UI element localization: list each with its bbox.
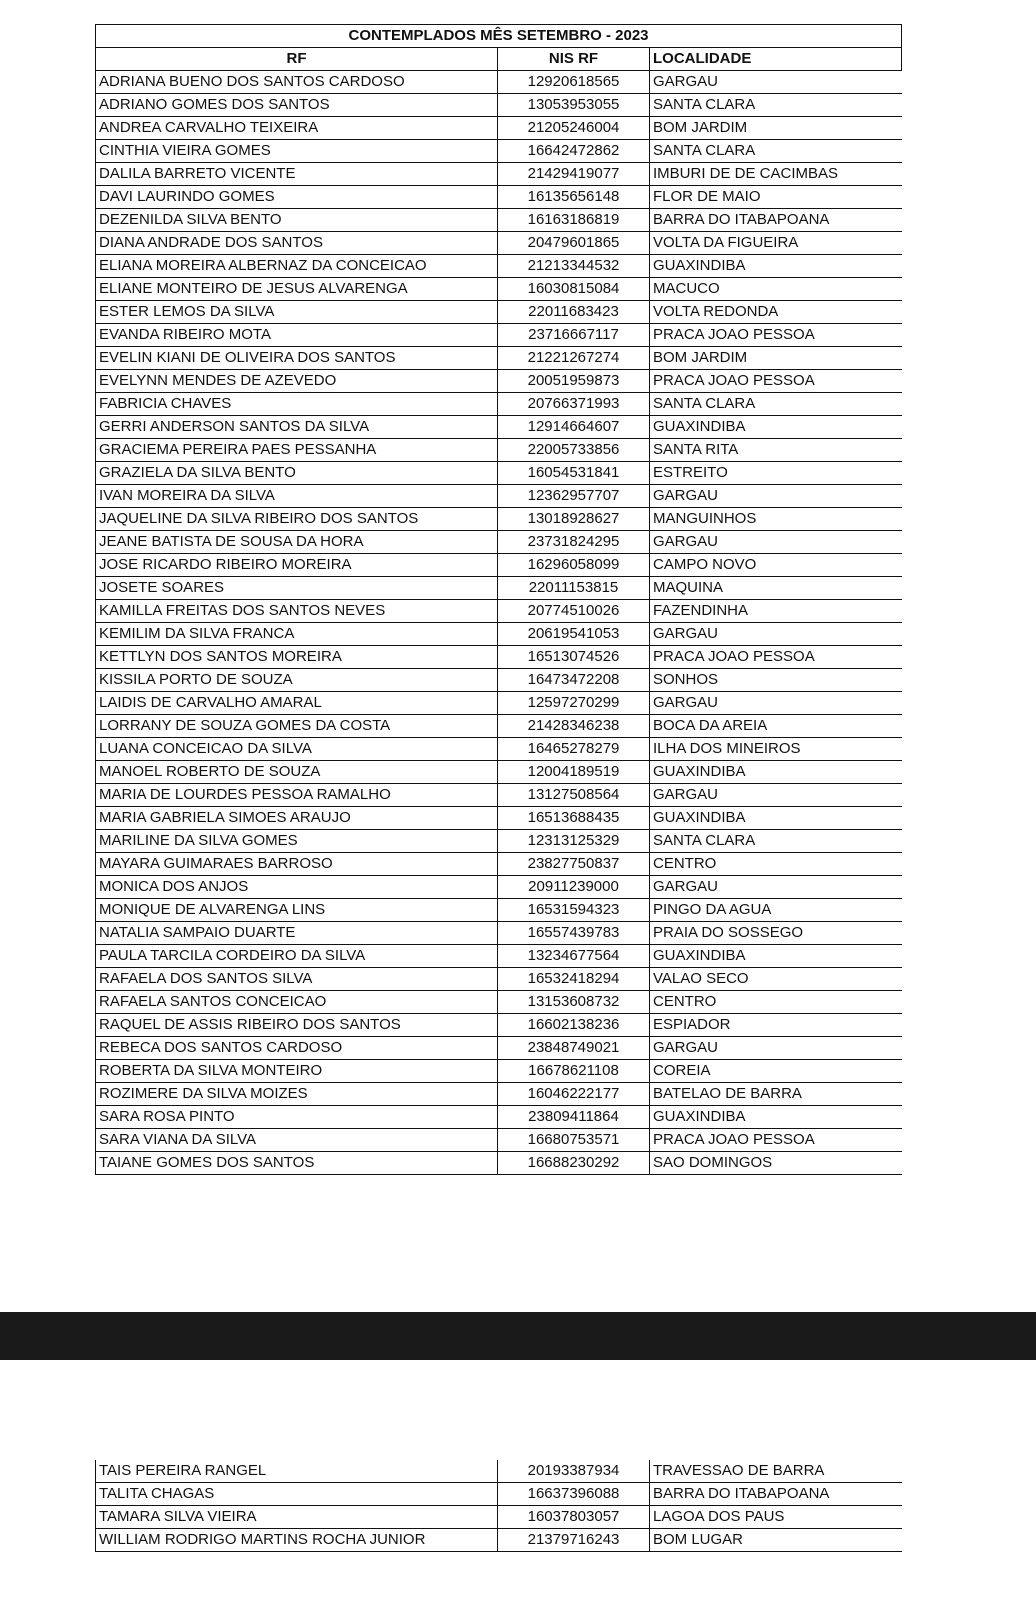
table-row <box>96 370 902 393</box>
cell-locality: GUAXINDIBA <box>650 416 902 439</box>
cell-nis: 16473472208 <box>498 669 650 692</box>
cell-locality: GUAXINDIBA <box>650 255 902 278</box>
cell-locality: COREIA <box>650 1060 902 1083</box>
cell-nis: 23731824295 <box>498 531 650 554</box>
cell-name: ANDREA CARVALHO TEIXEIRA <box>96 117 498 140</box>
table-row <box>96 715 902 738</box>
table-row <box>96 462 902 485</box>
continued-table-body <box>96 1460 902 1552</box>
cell-name: RAQUEL DE ASSIS RIBEIRO DOS SANTOS <box>96 1014 498 1037</box>
table-row <box>96 1014 902 1037</box>
table-row <box>96 1129 902 1152</box>
cell-name: DALILA BARRETO VICENTE <box>96 163 498 186</box>
cell-locality: PRACA JOAO PESSOA <box>650 1129 902 1152</box>
cell-locality: VALAO SECO <box>650 968 902 991</box>
cell-locality: VOLTA DA FIGUEIRA <box>650 232 902 255</box>
cell-nis: 16135656148 <box>498 186 650 209</box>
cell-name: ADRIANA BUENO DOS SANTOS CARDOSO <box>96 71 498 94</box>
cell-locality: GARGAU <box>650 623 902 646</box>
table-row <box>96 1106 902 1129</box>
cell-nis: 21205246004 <box>498 117 650 140</box>
cell-locality: CAMPO NOVO <box>650 554 902 577</box>
cell-nis: 20479601865 <box>498 232 650 255</box>
table-row <box>96 784 902 807</box>
cell-locality: TRAVESSAO DE BARRA <box>650 1460 902 1483</box>
cell-locality: PRACA JOAO PESSOA <box>650 646 902 669</box>
cell-name: JOSE RICARDO RIBEIRO MOREIRA <box>96 554 498 577</box>
cell-name: LORRANY DE SOUZA GOMES DA COSTA <box>96 715 498 738</box>
cell-nis: 23848749021 <box>498 1037 650 1060</box>
cell-name: DAVI LAURINDO GOMES <box>96 186 498 209</box>
cell-name: EVELIN KIANI DE OLIVEIRA DOS SANTOS <box>96 347 498 370</box>
table-row <box>96 1460 902 1483</box>
cell-name: ROZIMERE DA SILVA MOIZES <box>96 1083 498 1106</box>
cell-locality: BATELAO DE BARRA <box>650 1083 902 1106</box>
page-separator <box>0 1312 1036 1360</box>
cell-nis: 21428346238 <box>498 715 650 738</box>
cell-nis: 12914664607 <box>498 416 650 439</box>
cell-nis: 22005733856 <box>498 439 650 462</box>
cell-locality: BOCA DA AREIA <box>650 715 902 738</box>
cell-name: TALITA CHAGAS <box>96 1483 498 1506</box>
cell-name: TAIS PEREIRA RANGEL <box>96 1460 498 1483</box>
cell-nis: 22011153815 <box>498 577 650 600</box>
table-row <box>96 922 902 945</box>
cell-locality: CENTRO <box>650 853 902 876</box>
table-title-row <box>96 25 902 48</box>
table-row <box>96 255 902 278</box>
cell-nis: 20774510026 <box>498 600 650 623</box>
cell-nis: 16680753571 <box>498 1129 650 1152</box>
cell-name: DEZENILDA SILVA BENTO <box>96 209 498 232</box>
table-row <box>96 876 902 899</box>
cell-name: LUANA CONCEICAO DA SILVA <box>96 738 498 761</box>
cell-name: CINTHIA VIEIRA GOMES <box>96 140 498 163</box>
table-row <box>96 853 902 876</box>
table-row <box>96 646 902 669</box>
cell-locality: IMBURI DE DE CACIMBAS <box>650 163 902 186</box>
table-row <box>96 439 902 462</box>
table-row <box>96 669 902 692</box>
table-row <box>96 991 902 1014</box>
table-row <box>96 1152 902 1175</box>
cell-locality: PINGO DA AGUA <box>650 899 902 922</box>
cell-name: EVANDA RIBEIRO MOTA <box>96 324 498 347</box>
cell-name: DIANA ANDRADE DOS SANTOS <box>96 232 498 255</box>
table-row <box>96 807 902 830</box>
cell-nis: 16688230292 <box>498 1152 650 1175</box>
table-row <box>96 899 902 922</box>
cell-name: ADRIANO GOMES DOS SANTOS <box>96 94 498 117</box>
cell-locality: SANTA RITA <box>650 439 902 462</box>
cell-nis: 12313125329 <box>498 830 650 853</box>
cell-locality: GARGAU <box>650 531 902 554</box>
cell-locality: GUAXINDIBA <box>650 1106 902 1129</box>
cell-name: RAFAELA DOS SANTOS SILVA <box>96 968 498 991</box>
cell-nis: 16054531841 <box>498 462 650 485</box>
cell-nis: 13234677564 <box>498 945 650 968</box>
cell-locality: FLOR DE MAIO <box>650 186 902 209</box>
cell-nis: 13053953055 <box>498 94 650 117</box>
cell-locality: CENTRO <box>650 991 902 1014</box>
table-row <box>96 347 902 370</box>
cell-nis: 16030815084 <box>498 278 650 301</box>
cell-name: NATALIA SAMPAIO DUARTE <box>96 922 498 945</box>
cell-locality: GUAXINDIBA <box>650 807 902 830</box>
cell-name: PAULA TARCILA CORDEIRO DA SILVA <box>96 945 498 968</box>
cell-name: GRACIEMA PEREIRA PAES PESSANHA <box>96 439 498 462</box>
cell-locality: GUAXINDIBA <box>650 945 902 968</box>
cell-name: TAMARA SILVA VIEIRA <box>96 1506 498 1529</box>
cell-locality: BOM JARDIM <box>650 347 902 370</box>
cell-locality: GUAXINDIBA <box>650 761 902 784</box>
table-row <box>96 623 902 646</box>
cell-nis: 16465278279 <box>498 738 650 761</box>
cell-name: FABRICIA CHAVES <box>96 393 498 416</box>
cell-locality: VOLTA REDONDA <box>650 301 902 324</box>
cell-locality: PRACA JOAO PESSOA <box>650 324 902 347</box>
cell-nis: 16037803057 <box>498 1506 650 1529</box>
cell-locality: BARRA DO ITABAPOANA <box>650 1483 902 1506</box>
cell-name: MARIA GABRIELA SIMOES ARAUJO <box>96 807 498 830</box>
cell-locality: GARGAU <box>650 692 902 715</box>
table-row <box>96 232 902 255</box>
cell-locality: MAQUINA <box>650 577 902 600</box>
cell-name: KEMILIM DA SILVA FRANCA <box>96 623 498 646</box>
cell-locality: BARRA DO ITABAPOANA <box>650 209 902 232</box>
cell-locality: SANTA CLARA <box>650 830 902 853</box>
cell-name: KETTLYN DOS SANTOS MOREIRA <box>96 646 498 669</box>
cell-locality: GARGAU <box>650 784 902 807</box>
cell-nis: 16557439783 <box>498 922 650 945</box>
cell-name: ELIANA MOREIRA ALBERNAZ DA CONCEICAO <box>96 255 498 278</box>
cell-locality: ESPIADOR <box>650 1014 902 1037</box>
table-row <box>96 71 902 94</box>
cell-nis: 23827750837 <box>498 853 650 876</box>
table-row <box>96 945 902 968</box>
cell-name: GERRI ANDERSON SANTOS DA SILVA <box>96 416 498 439</box>
table-row <box>96 1529 902 1552</box>
table-row <box>96 692 902 715</box>
cell-nis: 21429419077 <box>498 163 650 186</box>
continued-beneficiaries-table <box>95 1460 902 1552</box>
cell-nis: 12362957707 <box>498 485 650 508</box>
cell-name: ELIANE MONTEIRO DE JESUS ALVARENGA <box>96 278 498 301</box>
table-row <box>96 1037 902 1060</box>
cell-name: MARILINE DA SILVA GOMES <box>96 830 498 853</box>
table-row <box>96 1483 902 1506</box>
table-row <box>96 416 902 439</box>
cell-nis: 16642472862 <box>498 140 650 163</box>
cell-locality: MACUCO <box>650 278 902 301</box>
cell-nis: 16532418294 <box>498 968 650 991</box>
cell-name: ROBERTA DA SILVA MONTEIRO <box>96 1060 498 1083</box>
cell-nis: 16602138236 <box>498 1014 650 1037</box>
cell-locality: FAZENDINHA <box>650 600 902 623</box>
cell-nis: 20051959873 <box>498 370 650 393</box>
table-row <box>96 738 902 761</box>
table-row <box>96 830 902 853</box>
cell-nis: 20911239000 <box>498 876 650 899</box>
cell-locality: SONHOS <box>650 669 902 692</box>
table-title: CONTEMPLADOS MÊS SETEMBRO - 2023 <box>96 25 902 48</box>
cell-locality: GARGAU <box>650 71 902 94</box>
column-header-rf: RF <box>96 48 498 71</box>
cell-name: JEANE BATISTA DE SOUSA DA HORA <box>96 531 498 554</box>
cell-nis: 12597270299 <box>498 692 650 715</box>
cell-nis: 16296058099 <box>498 554 650 577</box>
cell-nis: 13127508564 <box>498 784 650 807</box>
column-header-locality: LOCALIDADE <box>650 48 902 71</box>
cell-name: JAQUELINE DA SILVA RIBEIRO DOS SANTOS <box>96 508 498 531</box>
cell-locality: ILHA DOS MINEIROS <box>650 738 902 761</box>
table-row <box>96 531 902 554</box>
table-row <box>96 324 902 347</box>
table-row <box>96 278 902 301</box>
cell-locality: SANTA CLARA <box>650 393 902 416</box>
cell-name: JOSETE SOARES <box>96 577 498 600</box>
table-row <box>96 209 902 232</box>
cell-locality: GARGAU <box>650 485 902 508</box>
table-row <box>96 301 902 324</box>
cell-locality: SANTA CLARA <box>650 94 902 117</box>
cell-name: MONIQUE DE ALVARENGA LINS <box>96 899 498 922</box>
cell-name: WILLIAM RODRIGO MARTINS ROCHA JUNIOR <box>96 1529 498 1552</box>
cell-locality: PRACA JOAO PESSOA <box>650 370 902 393</box>
cell-name: MANOEL ROBERTO DE SOUZA <box>96 761 498 784</box>
cell-nis: 22011683423 <box>498 301 650 324</box>
cell-nis: 20619541053 <box>498 623 650 646</box>
cell-name: SARA VIANA DA SILVA <box>96 1129 498 1152</box>
table-row <box>96 1083 902 1106</box>
cell-nis: 13153608732 <box>498 991 650 1014</box>
cell-locality: GARGAU <box>650 876 902 899</box>
table-row <box>96 163 902 186</box>
cell-name: TAIANE GOMES DOS SANTOS <box>96 1152 498 1175</box>
cell-locality: BOM LUGAR <box>650 1529 902 1552</box>
table-row <box>96 186 902 209</box>
table-row <box>96 485 902 508</box>
cell-name: REBECA DOS SANTOS CARDOSO <box>96 1037 498 1060</box>
table-row <box>96 761 902 784</box>
table-row <box>96 508 902 531</box>
table-row <box>96 393 902 416</box>
cell-name: MAYARA GUIMARAES BARROSO <box>96 853 498 876</box>
cell-name: SARA ROSA PINTO <box>96 1106 498 1129</box>
cell-locality: PRAIA DO SOSSEGO <box>650 922 902 945</box>
cell-name: MARIA DE LOURDES PESSOA RAMALHO <box>96 784 498 807</box>
cell-name: IVAN MOREIRA DA SILVA <box>96 485 498 508</box>
beneficiaries-table <box>95 24 902 1175</box>
cell-nis: 20193387934 <box>498 1460 650 1483</box>
cell-nis: 16531594323 <box>498 899 650 922</box>
table-row <box>96 94 902 117</box>
cell-nis: 13018928627 <box>498 508 650 531</box>
cell-locality: MANGUINHOS <box>650 508 902 531</box>
cell-nis: 20766371993 <box>498 393 650 416</box>
cell-nis: 21221267274 <box>498 347 650 370</box>
cell-name: MONICA DOS ANJOS <box>96 876 498 899</box>
cell-nis: 16637396088 <box>498 1483 650 1506</box>
cell-nis: 21213344532 <box>498 255 650 278</box>
cell-locality: LAGOA DOS PAUS <box>650 1506 902 1529</box>
cell-locality: GARGAU <box>650 1037 902 1060</box>
cell-nis: 23716667117 <box>498 324 650 347</box>
cell-nis: 21379716243 <box>498 1529 650 1552</box>
cell-nis: 12004189519 <box>498 761 650 784</box>
cell-nis: 16046222177 <box>498 1083 650 1106</box>
column-header-nis: NIS RF <box>498 48 650 71</box>
cell-name: LAIDIS DE CARVALHO AMARAL <box>96 692 498 715</box>
table-row <box>96 1506 902 1529</box>
table-row <box>96 968 902 991</box>
cell-locality: SAO DOMINGOS <box>650 1152 902 1175</box>
cell-locality: BOM JARDIM <box>650 117 902 140</box>
table-row <box>96 554 902 577</box>
table-row <box>96 600 902 623</box>
cell-name: KAMILLA FREITAS DOS SANTOS NEVES <box>96 600 498 623</box>
cell-name: RAFAELA SANTOS CONCEICAO <box>96 991 498 1014</box>
cell-locality: ESTREITO <box>650 462 902 485</box>
cell-nis: 16678621108 <box>498 1060 650 1083</box>
cell-locality: SANTA CLARA <box>650 140 902 163</box>
table-row <box>96 577 902 600</box>
cell-nis: 23809411864 <box>498 1106 650 1129</box>
table-body <box>96 71 902 1175</box>
cell-name: ESTER LEMOS DA SILVA <box>96 301 498 324</box>
cell-name: EVELYNN MENDES DE AZEVEDO <box>96 370 498 393</box>
table-row <box>96 117 902 140</box>
cell-nis: 16513074526 <box>498 646 650 669</box>
table-row <box>96 140 902 163</box>
table-header-row <box>96 48 902 71</box>
cell-nis: 16513688435 <box>498 807 650 830</box>
cell-name: GRAZIELA DA SILVA BENTO <box>96 462 498 485</box>
cell-nis: 12920618565 <box>498 71 650 94</box>
table-row <box>96 1060 902 1083</box>
cell-nis: 16163186819 <box>498 209 650 232</box>
cell-name: KISSILA PORTO DE SOUZA <box>96 669 498 692</box>
